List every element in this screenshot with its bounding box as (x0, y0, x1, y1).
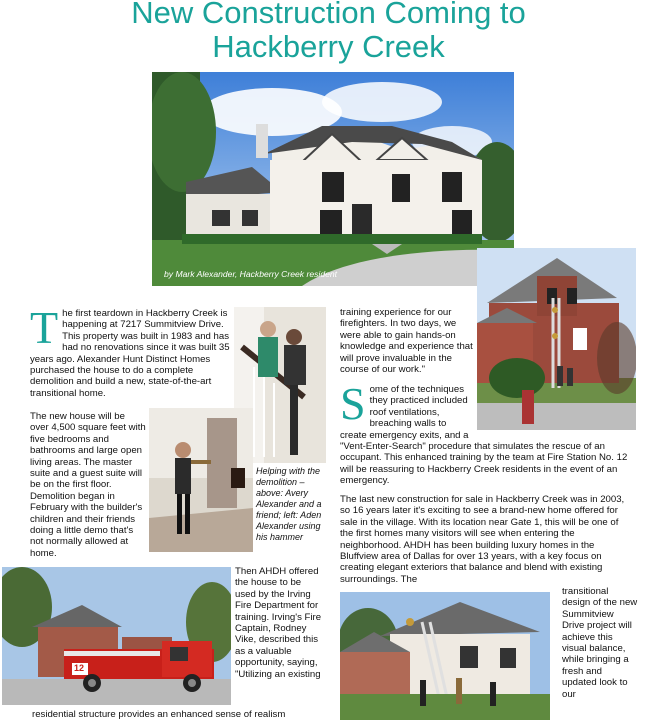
title-line-2: Hackberry Creek (212, 29, 445, 64)
photo-caption: Helping with the demolition – above: Avery Alexander and a friend; left: Aden Alexander using his hammer (256, 466, 322, 542)
fire-department-text: Then AHDH offered the house to be used by the Irving Fire Department for training. Irving's Fire Captain, Rodney Vike, described this as a valuable opportunity, saying, "Utilizing an existing (235, 566, 322, 680)
hero-house-rendering (152, 72, 514, 286)
column2-techniques (340, 378, 474, 441)
bottom-line-text: residential structure provides an enhanced sense of realism (32, 709, 286, 720)
column2-full: "Vent-Enter-Search" procedure that simulates the rescue of an occupant. This enhanced training by the team at Fire Station No. 12 will be reassuring to Hackberry Creek residents in the event of an emergency. (340, 441, 628, 487)
aden-hammer-photo (149, 408, 253, 552)
column2-top: training experience for our firefighters. In two days, we were able to gain hands-on knowledge and experience that will prove invaluable in the course of our work." (340, 307, 473, 376)
hero-photo-credit: by Mark Alexander, Hackberry Creek resident (164, 269, 338, 279)
dropcap-s: S (340, 378, 366, 429)
column1-intro (30, 302, 230, 399)
column2-paragraph2: The last new construction for sale in Hackberry Creek was in 2003, so 16 years later it's exciting to see a brand-new home offered for sale in the village. With its location near Gate 1, this will be one of the first homes many visitors will see when entering the neighborhood. AHDH has been building luxury homes in the Bluffview area of Dallas for over 13 years, with a key focus on creating elegant exteriors that balance and blend with existing surroundings. The (340, 494, 625, 585)
fire-truck-photo (2, 567, 231, 705)
title-line-1: New Construction Coming to (131, 0, 526, 30)
article-title (0, 0, 657, 64)
column2-techniques-text: ome of the techniques they practiced included roof ventilations, breaching walls to create emergency exits, and a (340, 384, 469, 441)
column1-narrow: The new house will be over 4,500 square feet with five bedrooms and bathrooms and large open living areas. The master suite and a guest suite will be on the first floor. Demolition began in February with the builder's children and their friends doing a little demo that's not normally allowed at home. (30, 411, 146, 559)
column1-intro-text: he first teardown in Hackberry Creek is happening at 7217 Summitview Drive. This property was built in 1983 and has had no renovations since it was built 35 years ago. Alexander Hunt Distinct Homes purchased the house to do a complete demolition and build a new, state-of-the-art transitional home. (30, 308, 230, 399)
truck-number: 12 (74, 663, 85, 673)
fire-training-house-photo (477, 248, 636, 430)
dropcap-t: T (30, 302, 59, 353)
firefighters-roof-photo (340, 592, 550, 720)
column2-narrow: transitional design of the new Summitview Drive project will achieve this visual balance, while bringing a fresh and updated look to our (562, 586, 638, 700)
